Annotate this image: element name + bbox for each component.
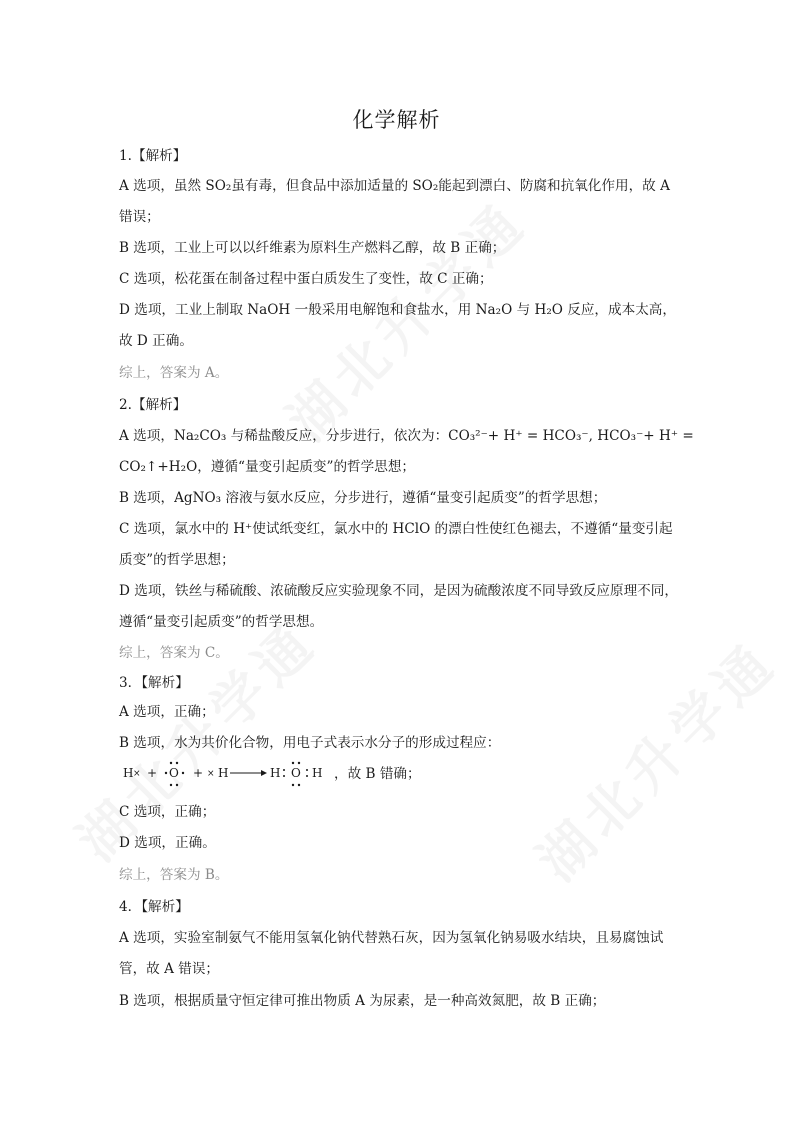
lewis-o-atom: O bbox=[291, 766, 301, 780]
section-heading: 1.【解析】 bbox=[119, 148, 187, 164]
lewis-h-atom: H bbox=[123, 766, 134, 780]
text-line: A 选项，实验室制氨气不能用氢氧化钠代替熟石灰，因为氢氧化钠易吸水结块，且易腐蚀试 bbox=[119, 930, 664, 946]
text-line: B 选项，根据质量守恒定律可推出物质 A 为尿素，是一种高效氮肥，故 B 正确； bbox=[119, 993, 606, 1009]
text-line: 管，故 A 错误； bbox=[119, 961, 220, 977]
answer-line: 综上，答案为 A。 bbox=[119, 365, 229, 381]
text-line: 故 D 正确。 bbox=[119, 333, 193, 349]
lewis-electron-cross: × bbox=[133, 769, 141, 779]
text-line: 质变”的哲学思想； bbox=[119, 552, 235, 568]
section-heading: 2.【解析】 bbox=[119, 397, 187, 413]
text-line: C 选项，正确； bbox=[119, 804, 216, 820]
lewis-plus-sign: + bbox=[147, 766, 158, 780]
text-line: ，故 B 错确； bbox=[334, 766, 421, 782]
section-heading: 4．【解析】 bbox=[119, 899, 189, 915]
text-line: A 选项，虽然 SO₂虽有毒，但食品中添加适量的 SO₂能起到漂白、防腐和抗氧化作用，故 A bbox=[119, 178, 670, 194]
text-line: A 选项，正确； bbox=[119, 704, 215, 720]
text-line: B 选项，水为共价化合物，用电子式表示水分子的形成过程应： bbox=[119, 735, 501, 751]
text-line: A 选项，Na₂CO₃ 与稀盐酸反应，分步进行，依次为：CO₃²⁻+ H⁺ = HCO₃⁻, HCO₃⁻+ H⁺ = bbox=[119, 428, 694, 444]
lewis-structure-diagram bbox=[121, 760, 331, 788]
text-line: B 选项，工业上可以以纤维素为原料生产燃料乙醇，故 B 正确； bbox=[119, 240, 506, 256]
text-line: D 选项，工业上制取 NaOH 一般采用电解饱和食盐水，用 Na₂O 与 H₂O 反应，成本太高， bbox=[119, 302, 676, 318]
text-line: C 选项，松花蛋在制备过程中蛋白质发生了变性，故 C 正确； bbox=[119, 271, 493, 287]
lewis-electron-dots bbox=[165, 762, 308, 786]
lewis-h-atom: H bbox=[270, 766, 281, 780]
section-heading: 3．【解析】 bbox=[119, 675, 189, 691]
lewis-electron-cross: × bbox=[207, 769, 215, 779]
text-line: 遵循“量变引起质变”的哲学思想。 bbox=[119, 614, 324, 630]
text-line: D 选项，正确。 bbox=[119, 835, 216, 851]
text-line: B 选项，AgNO₃ 溶液与氨水反应，分步进行，遵循“量变引起质变”的哲学思想； bbox=[119, 490, 607, 506]
text-line: D 选项，铁丝与稀硫酸、浓硫酸反应实验现象不同，是因为硫酸浓度不同导致反应原理不同， bbox=[119, 583, 678, 599]
watermark bbox=[518, 622, 792, 896]
lewis-arrow bbox=[230, 770, 267, 776]
answer-line: 综上，答案为 C。 bbox=[119, 645, 229, 661]
text-line: C 选项，氯水中的 H⁺使试纸变红，氯水中的 HClO 的漂白性使红色褪去，不遵循“量变引起 bbox=[119, 521, 673, 537]
text-line: CO₂↑+H₂O，遵循“量变引起质变”的哲学思想； bbox=[119, 459, 416, 475]
lewis-h-atom: H bbox=[312, 766, 323, 780]
answer-line: 综上，答案为 B。 bbox=[119, 867, 229, 883]
lewis-o-atom: O bbox=[169, 766, 179, 780]
lewis-plus-sign: + bbox=[193, 766, 204, 780]
lewis-h-atom: H bbox=[218, 766, 229, 780]
text-line: 错误； bbox=[119, 209, 160, 225]
page-title: 化学解析 bbox=[352, 108, 441, 132]
